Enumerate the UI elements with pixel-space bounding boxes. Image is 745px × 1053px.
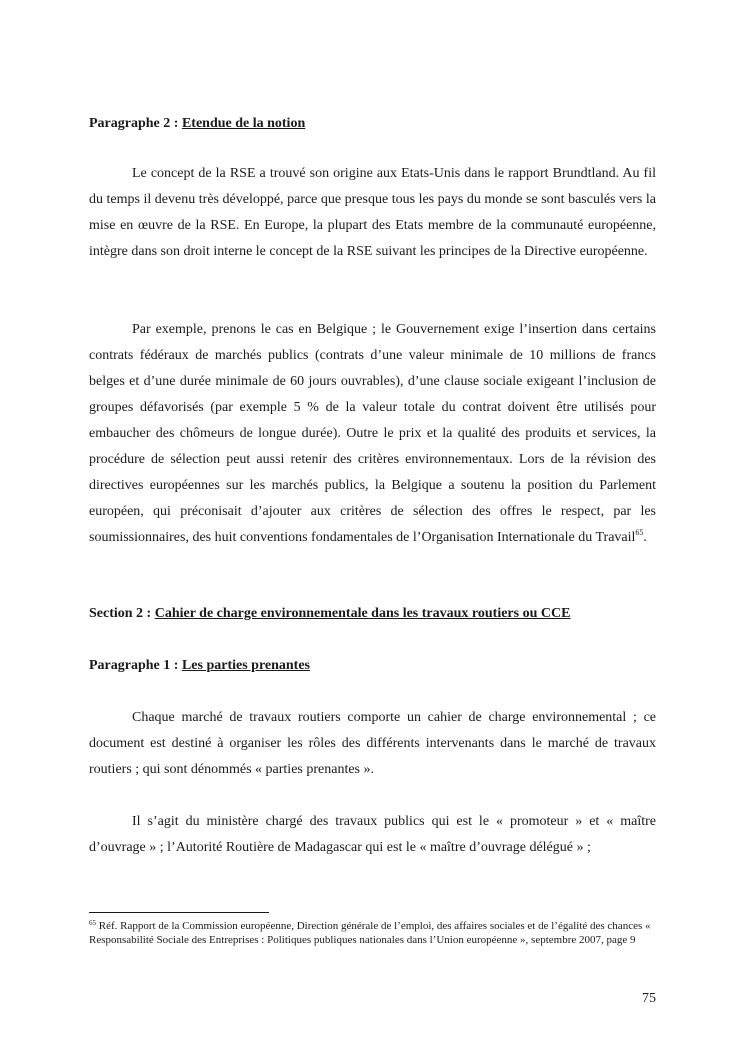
footnote-separator (89, 912, 269, 913)
paragraph-cahier-de-charge: Chaque marché de travaux routiers comporte un cahier de charge environnemental ; ce document est destiné à organiser les rôles des différents intervenants dans le marché de travaux routiers ; qui sont dénommés « parties prenantes ». (89, 710, 656, 777)
paragraph-stakeholders: Il s’agit du ministère chargé des travaux publics qui est le « promoteur » et « maître d’ouvrage » ; l’Autorité Routière de Madagascar qui est le « maître d’ouvrage délégué » ; (89, 814, 656, 855)
heading-prefix: Section 2 : (89, 606, 155, 621)
footnote (89, 919, 656, 947)
heading-title: Etendue de la notion (181, 116, 306, 131)
heading-section-2 (89, 605, 570, 623)
page-number: 75 (642, 991, 656, 1006)
footnote-text: Réf. Rapport de la Commission européenne, Direction générale de l’emploi, des affaires sociales et de l’égalité des chances « Responsabilité Sociale des Entreprises : Politiques publiques nationales dans l’Union européenne », septembre 2007, page 9 (89, 920, 651, 946)
footnote-reference[interactable]: 65 (635, 528, 644, 537)
heading-prefix: Paragraphe 1 : (89, 658, 182, 673)
heading-title: Cahier de charge environnementale dans les travaux routiers ou CCE (154, 606, 571, 621)
heading-prefix: Paragraphe 2 : (89, 116, 182, 131)
paragraph-rse-origin: Le concept de la RSE a trouvé son origine aux Etats-Unis dans le rapport Brundtland. Au fil du temps il devenu très développé, parce que presque tous les pays du monde se sont basculés vers la mise en œuvre de la RSE. En Europe, la plupart des Etats membre de la communauté européenne, intègre dans son droit interne le concept de la RSE suivant les principes de la Directive européenne. (89, 166, 656, 259)
heading-paragraphe-2 (89, 115, 305, 133)
paragraph-end: . (643, 530, 647, 545)
heading-paragraphe-1 (89, 657, 310, 675)
heading-title: Les parties prenantes (181, 658, 311, 673)
paragraph-belgium-example (89, 317, 656, 551)
paragraph-text: Par exemple, prenons le cas en Belgique ; le Gouvernement exige l’insertion dans certains contrats fédéraux de marchés publics (contrats d’une valeur minimale de 10 millions de francs belges et d’une durée minimale de 60 jours ouvrables), d’une clause sociale exigeant l’inclusion de groupes défavorisés (par exemple 5 % de la valeur totale du contrat doivent être utilisés pour embaucher des chômeurs de longue durée). Outre le prix et la qualité des produits et services, la procédure de sélection peut aussi retenir des critères environnementaux. Lors de la révision des directives européennes sur les marchés publics, la Belgique a soutenu la position du Parlement européen, qui préconisait d’ajouter aux critères de sélection des offres le respect, par les soumissionnaires, des huit conventions fondamentales de l’Organisation Internationale du Travail (89, 322, 656, 545)
footnote-number: 65 (89, 919, 96, 927)
